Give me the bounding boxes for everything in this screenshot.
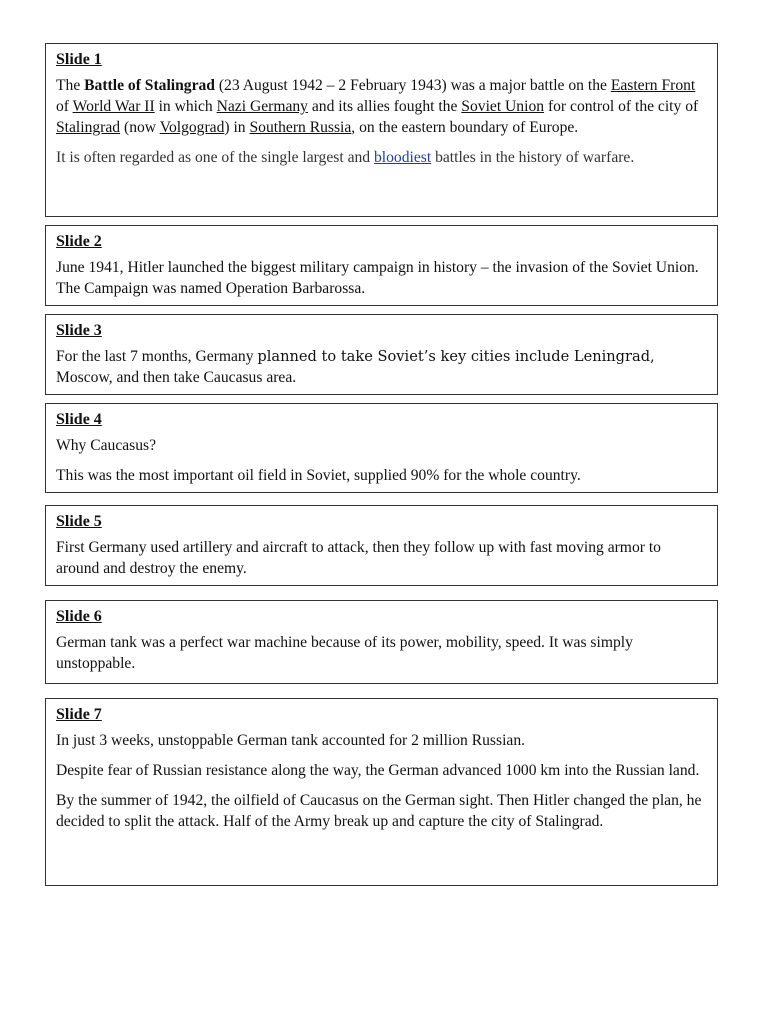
slide-6-title: Slide 6: [56, 608, 102, 625]
slide-5-paragraph: First Germany used artillery and aircraft to attack, then they follow up with fast moving armor to around and destroy the enemy.: [56, 539, 661, 577]
slide-7-paragraph-1: In just 3 weeks, unstoppable German tank accounted for 2 million Russian.: [56, 732, 526, 749]
text: , on the eastern boundary of Europe.: [351, 119, 579, 136]
slide-3-box: [45, 314, 718, 395]
text: of: [56, 98, 73, 115]
slide-3-title: Slide 3: [56, 322, 102, 339]
slide-1-box: [45, 43, 718, 217]
text: and its allies fought the: [307, 98, 462, 115]
text: Moscow, and then take Caucasus area.: [56, 369, 297, 386]
slide-7-box: [45, 698, 718, 886]
text: It is often regarded as one of the single largest and: [56, 149, 374, 166]
slide-1-paragraph-2: [56, 147, 707, 168]
volgograd-link[interactable]: Volgograd: [159, 119, 225, 136]
text: for control of the city of: [544, 98, 699, 115]
battle-name-bold: Battle of Stalingrad: [84, 77, 215, 94]
soviet-union-link[interactable]: Soviet Union: [461, 98, 545, 115]
text: in which: [154, 98, 217, 115]
slide-4-title: Slide 4: [56, 411, 102, 428]
southern-russia-link[interactable]: Southern Russia: [249, 119, 352, 136]
slide-4-box: [45, 403, 718, 493]
text: (23 August 1942 – 2 February 1943) was a major battle on the: [214, 77, 611, 94]
slide-5-box: [45, 505, 718, 586]
text: The: [56, 77, 85, 94]
slide-1-title: Slide 1: [56, 51, 102, 68]
slide-4-paragraph-1: Why Caucasus?: [56, 437, 157, 454]
slide-3-paragraph: [56, 346, 707, 388]
slide-1-paragraph-1: [56, 75, 707, 138]
text: For the last 7 months, Germany: [56, 348, 258, 365]
nazi-germany-link[interactable]: Nazi Germany: [216, 98, 308, 115]
slide-2-box: [45, 225, 718, 306]
text: ) in: [224, 119, 250, 136]
slide-2-title: Slide 2: [56, 233, 102, 250]
slide-6-paragraph: German tank was a perfect war machine because of its power, mobility, speed. It was simply unstoppable.: [56, 634, 633, 672]
text: (now: [120, 119, 160, 136]
slide-4-paragraph-2: This was the most important oil field in Soviet, supplied 90% for the whole country.: [56, 467, 581, 484]
world-war-ii-link[interactable]: World War II: [72, 98, 155, 115]
stalingrad-link[interactable]: Stalingrad: [56, 119, 121, 136]
eastern-front-link[interactable]: Eastern Front: [610, 77, 696, 94]
bloodiest-link[interactable]: bloodiest: [373, 149, 432, 166]
slide-5-title: Slide 5: [56, 513, 102, 530]
slide-7-paragraph-2: Despite fear of Russian resistance along the way, the German advanced 1000 km into the Russian land.: [56, 762, 700, 779]
slide-7-title: Slide 7: [56, 706, 102, 723]
slide-2-paragraph: June 1941, Hitler launched the biggest military campaign in history – the invasion of the Soviet Union. The Campaign was named Operation Barbarossa.: [56, 259, 699, 297]
key-cities-text: planned to take Soviet’s key cities include Leningrad,: [257, 348, 655, 365]
slide-7-paragraph-3: By the summer of 1942, the oilfield of Caucasus on the German sight. Then Hitler changed the plan, he decided to split the attack. Half of the Army break up and capture the city of Stalingrad.: [56, 792, 702, 830]
text: battles in the history of warfare.: [431, 149, 635, 166]
slide-6-box: [45, 600, 718, 684]
